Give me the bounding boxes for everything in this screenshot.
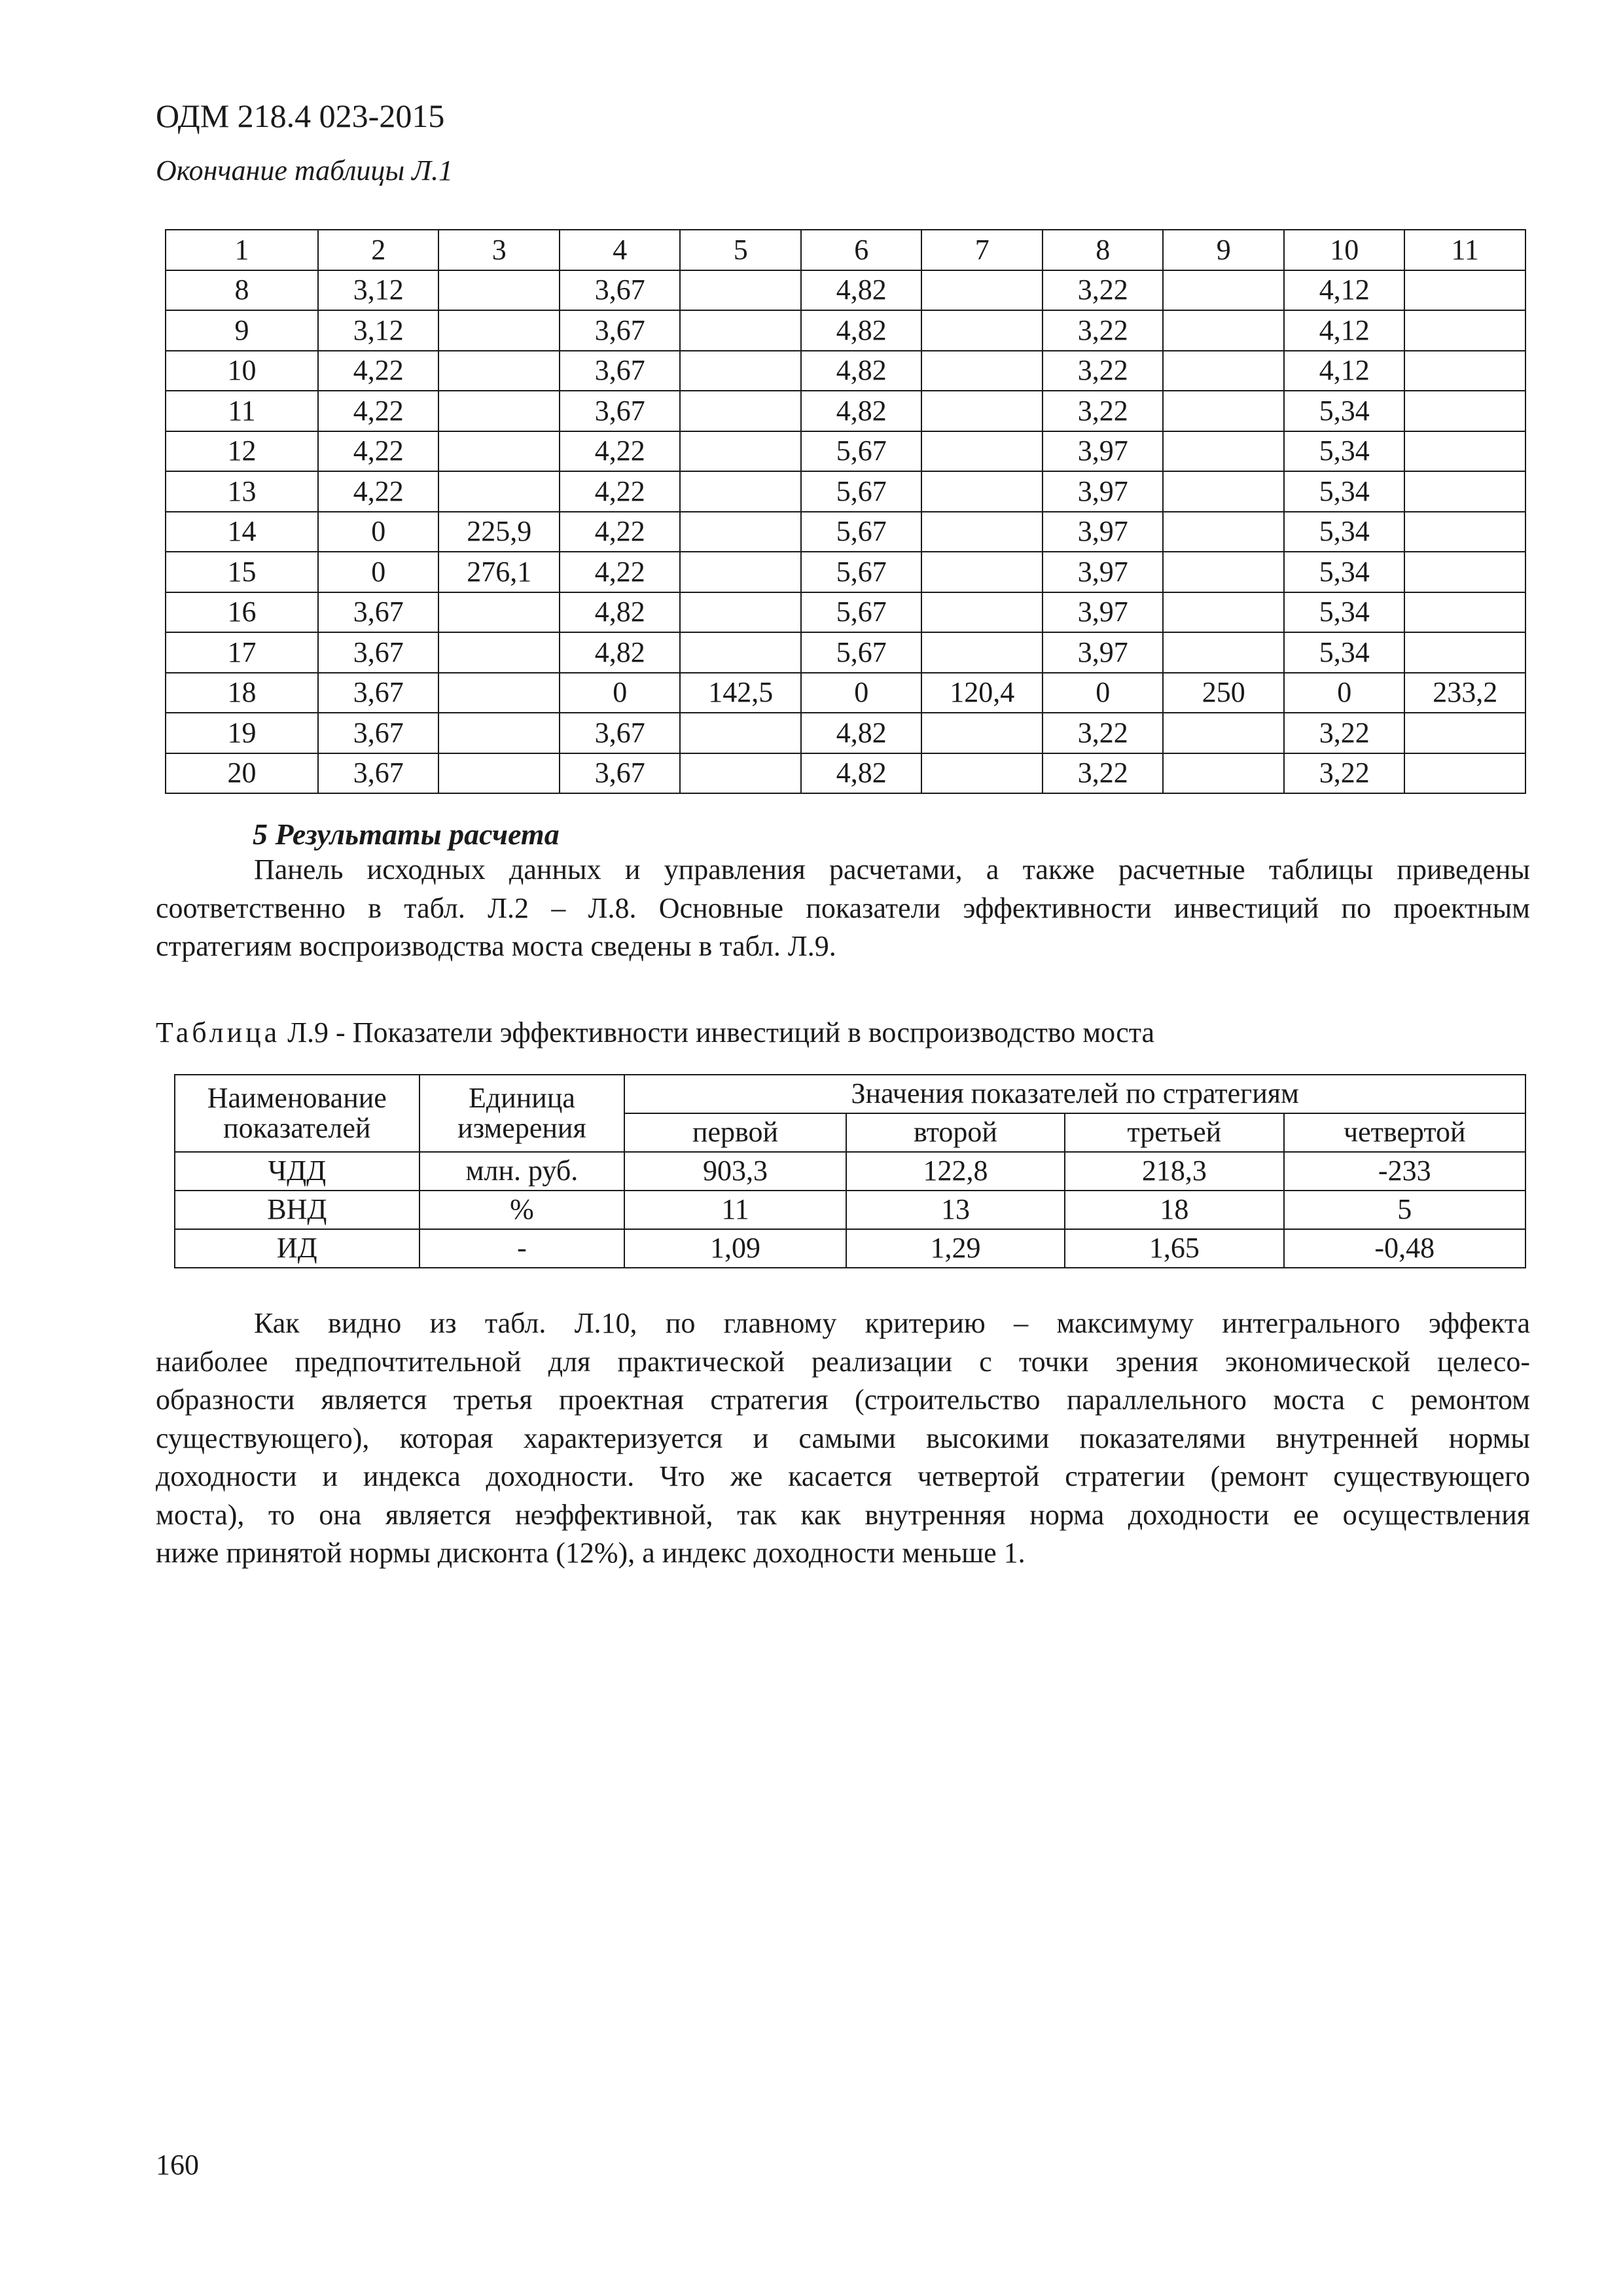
table-cell: 4,22 — [560, 552, 681, 592]
document-code: ОДМ 218.4 023-2015 — [156, 98, 445, 134]
table-cell: 3,22 — [1043, 391, 1164, 431]
table-cell: 3,22 — [1043, 753, 1164, 794]
table-cell: 4,22 — [560, 512, 681, 552]
table-cell — [921, 351, 1043, 391]
table-l1-header-cell: 2 — [318, 230, 439, 270]
table-cell — [1404, 713, 1525, 753]
table-cell: 3,97 — [1043, 592, 1164, 633]
paragraph-line: Как видно из табл. Л.10, по главному критерию – максимуму интегрального эффекта — [254, 1307, 1530, 1339]
table-cell: 3,67 — [560, 713, 681, 753]
table-cell: 5,67 — [801, 471, 922, 512]
table-cell — [1163, 471, 1284, 512]
table-cell: 3,67 — [560, 310, 681, 351]
table-cell — [680, 270, 801, 311]
table-cell: 3,12 — [318, 270, 439, 311]
table-cell — [438, 592, 560, 633]
table-cell: 4,22 — [318, 431, 439, 472]
table-cell — [1404, 351, 1525, 391]
table-cell: 3,97 — [1043, 471, 1164, 512]
table-cell: 0 — [1284, 673, 1405, 713]
table-cell — [1163, 310, 1284, 351]
table-row — [175, 1229, 1525, 1268]
table-cell — [438, 471, 560, 512]
table-cell — [680, 592, 801, 633]
table-cell: 233,2 — [1404, 673, 1525, 713]
table-cell: 5,67 — [801, 592, 922, 633]
table-cell — [680, 351, 801, 391]
section-heading: 5 Результаты расчета — [253, 817, 560, 851]
table-row — [175, 1152, 1525, 1191]
table-cell: 16 — [166, 592, 318, 633]
table-cell — [680, 713, 801, 753]
table-cell — [1163, 431, 1284, 472]
table-l9-caption-label: Таблица — [156, 1016, 281, 1049]
paragraph-line: наиболее предпочтительной для практической реализации с точки зрения экономической целесо- — [156, 1345, 1530, 1378]
table-cell: 4,22 — [318, 471, 439, 512]
table-cell: 3,97 — [1043, 552, 1164, 592]
table-cell: 276,1 — [438, 552, 560, 592]
table-cell: 4,82 — [801, 270, 922, 311]
table-cell — [680, 753, 801, 794]
table-cell — [438, 753, 560, 794]
table-cell: 18 — [166, 673, 318, 713]
table-cell — [438, 391, 560, 431]
indicator-unit-cell: - — [419, 1229, 625, 1268]
table-cell — [438, 270, 560, 311]
table-cell: 0 — [801, 673, 922, 713]
table-cell — [680, 471, 801, 512]
table-cell: 3,97 — [1043, 512, 1164, 552]
table-cell: 4,82 — [801, 391, 922, 431]
table-l1 — [165, 229, 1526, 794]
table-cell — [1163, 713, 1284, 753]
paragraph-line: моста), то она является неэффективной, так как внутренняя норма доходности ее осуществления — [156, 1498, 1530, 1531]
table-cell — [680, 310, 801, 351]
table-cell: 5,34 — [1284, 592, 1405, 633]
indicator-name-cell: ИД — [175, 1229, 419, 1268]
table-row — [166, 632, 1525, 673]
table-cell: 5,67 — [801, 512, 922, 552]
table-cell — [438, 310, 560, 351]
table-cell — [680, 431, 801, 472]
table-l1-header-cell: 10 — [1284, 230, 1405, 270]
table-cell — [1404, 391, 1525, 431]
table-cell — [1163, 351, 1284, 391]
paragraph-line: стратегиям воспроизводства моста сведены в табл. Л.9. — [156, 930, 836, 962]
table-cell — [1163, 270, 1284, 311]
table-row — [166, 592, 1525, 633]
table-cell: 3,67 — [318, 753, 439, 794]
table-cell: 3,67 — [318, 632, 439, 673]
conclusion-paragraph — [156, 1304, 1530, 1573]
table-cell: 0 — [318, 552, 439, 592]
header-cell-values-group: Значения показателей по стратегиям — [624, 1075, 1525, 1113]
paragraph-line: образности является третья проектная стратегия (строительство параллельного моста с ремонтом — [156, 1384, 1530, 1416]
table-cell — [1163, 552, 1284, 592]
table-cell: 4,12 — [1284, 270, 1405, 311]
table-row — [166, 351, 1525, 391]
table-l1-header-cell: 7 — [921, 230, 1043, 270]
table-cell — [921, 512, 1043, 552]
table-cell: 142,5 — [680, 673, 801, 713]
indicator-value-cell: 1,09 — [624, 1229, 846, 1268]
table-cell: 4,22 — [560, 431, 681, 472]
table-cell: 5,67 — [801, 552, 922, 592]
table-row — [166, 310, 1525, 351]
table-cell: 3,67 — [560, 351, 681, 391]
paragraph-line: существующего), которая характеризуется и самыми высокими показателями внутренней нормы — [156, 1422, 1530, 1454]
table-cell: 4,82 — [560, 592, 681, 633]
results-paragraph — [156, 851, 1530, 966]
indicator-value-cell: -233 — [1284, 1152, 1526, 1191]
table-cell — [921, 471, 1043, 512]
table-row — [166, 270, 1525, 311]
table-l9-caption-text: Л.9 - Показатели эффективности инвестиций в воспроизводство моста — [280, 1016, 1155, 1049]
table-cell: 5,34 — [1284, 632, 1405, 673]
indicator-value-cell: 1,65 — [1065, 1229, 1283, 1268]
table-row — [166, 391, 1525, 431]
table-l1-header-cell: 5 — [680, 230, 801, 270]
table-l1-header-cell: 11 — [1404, 230, 1525, 270]
table-cell — [438, 713, 560, 753]
table-l9-header-row — [175, 1075, 1525, 1113]
header-cell-strategy: третьей — [1065, 1113, 1283, 1152]
table-cell — [680, 552, 801, 592]
header-cell-strategy: четвертой — [1284, 1113, 1526, 1152]
table-cell: 0 — [560, 673, 681, 713]
table-cell — [1163, 512, 1284, 552]
table-row — [166, 471, 1525, 512]
table-cell: 4,12 — [1284, 351, 1405, 391]
table-l1-header-cell: 8 — [1043, 230, 1164, 270]
table-cell: 3,22 — [1043, 310, 1164, 351]
header-cell-unit: Единица измерения — [419, 1075, 625, 1152]
indicator-unit-cell: млн. руб. — [419, 1152, 625, 1191]
table-l1-header-cell: 1 — [166, 230, 318, 270]
header-cell-strategy: второй — [846, 1113, 1065, 1152]
table-cell: 4,82 — [560, 632, 681, 673]
table-cell — [1404, 632, 1525, 673]
table-l1-header-cell: 3 — [438, 230, 560, 270]
table-cell — [438, 632, 560, 673]
table-cell: 3,22 — [1284, 753, 1405, 794]
table-cell — [1404, 753, 1525, 794]
table-cell — [921, 431, 1043, 472]
paragraph-line: доходности и индекса доходности. Что же касается четвертой стратегии (ремонт существующего — [156, 1460, 1530, 1492]
table-cell: 120,4 — [921, 673, 1043, 713]
indicator-value-cell: 18 — [1065, 1191, 1283, 1229]
table-cell — [921, 270, 1043, 311]
table-cell: 250 — [1163, 673, 1284, 713]
paragraph-line: ниже принятой нормы дисконта (12%), а индекс доходности меньше 1. — [156, 1537, 1026, 1569]
table-cell: 4,22 — [560, 471, 681, 512]
header-cell-strategy: первой — [624, 1113, 846, 1152]
table-l9-caption — [156, 1016, 1154, 1049]
table-cell: 5,67 — [801, 632, 922, 673]
table-cell: 3,97 — [1043, 431, 1164, 472]
indicator-value-cell: 5 — [1284, 1191, 1526, 1229]
table-cell — [921, 713, 1043, 753]
table-cell: 4,22 — [318, 391, 439, 431]
table-continuation-caption: Окончание таблицы Л.1 — [156, 154, 453, 187]
indicator-value-cell: 218,3 — [1065, 1152, 1283, 1191]
table-cell — [921, 753, 1043, 794]
indicator-value-cell: 903,3 — [624, 1152, 846, 1191]
table-cell: 19 — [166, 713, 318, 753]
table-cell: 5,34 — [1284, 552, 1405, 592]
table-row — [166, 713, 1525, 753]
table-cell: 3,97 — [1043, 632, 1164, 673]
table-row — [166, 431, 1525, 472]
table-cell: 17 — [166, 632, 318, 673]
header-cell-name: Наименование показателей — [175, 1075, 419, 1152]
table-cell — [1404, 592, 1525, 633]
page-number: 160 — [156, 2149, 199, 2181]
table-cell — [921, 310, 1043, 351]
indicator-value-cell: 13 — [846, 1191, 1065, 1229]
table-cell: 4,82 — [801, 753, 922, 794]
table-cell — [438, 431, 560, 472]
table-l1-header-cell: 9 — [1163, 230, 1284, 270]
indicator-value-cell: 122,8 — [846, 1152, 1065, 1191]
table-l1-header-row — [166, 230, 1525, 270]
table-cell: 10 — [166, 351, 318, 391]
table-cell — [1404, 552, 1525, 592]
table-cell: 14 — [166, 512, 318, 552]
table-cell: 5,34 — [1284, 512, 1405, 552]
table-cell: 4,22 — [318, 351, 439, 391]
table-cell: 5,67 — [801, 431, 922, 472]
table-cell: 5,34 — [1284, 431, 1405, 472]
table-cell: 20 — [166, 753, 318, 794]
table-row — [166, 512, 1525, 552]
table-cell: 3,22 — [1284, 713, 1405, 753]
table-cell — [438, 673, 560, 713]
table-cell — [438, 351, 560, 391]
table-cell — [1404, 431, 1525, 472]
paragraph-line: соответственно в табл. Л.2 – Л.8. Основные показатели эффективности инвестиций по проектным — [156, 891, 1530, 924]
table-cell: 12 — [166, 431, 318, 472]
table-cell: 225,9 — [438, 512, 560, 552]
table-cell: 3,22 — [1043, 351, 1164, 391]
table-cell — [1163, 753, 1284, 794]
table-cell — [1163, 632, 1284, 673]
indicator-value-cell: -0,48 — [1284, 1229, 1526, 1268]
table-cell — [1404, 270, 1525, 311]
table-l1-header-cell: 6 — [801, 230, 922, 270]
table-row — [175, 1191, 1525, 1229]
table-cell — [921, 632, 1043, 673]
table-cell — [921, 552, 1043, 592]
table-l1-header-cell: 4 — [560, 230, 681, 270]
table-cell — [1404, 512, 1525, 552]
indicator-value-cell: 1,29 — [846, 1229, 1065, 1268]
table-row — [166, 673, 1525, 713]
table-cell: 4,12 — [1284, 310, 1405, 351]
table-cell: 13 — [166, 471, 318, 512]
table-cell — [680, 632, 801, 673]
table-cell: 8 — [166, 270, 318, 311]
table-cell — [1163, 391, 1284, 431]
table-cell: 3,67 — [560, 391, 681, 431]
table-cell — [1404, 471, 1525, 512]
table-row — [166, 753, 1525, 794]
table-cell — [1404, 310, 1525, 351]
table-cell — [680, 512, 801, 552]
table-cell: 3,67 — [560, 753, 681, 794]
table-cell: 5,34 — [1284, 471, 1405, 512]
indicator-unit-cell: % — [419, 1191, 625, 1229]
table-cell — [921, 592, 1043, 633]
table-cell: 5,34 — [1284, 391, 1405, 431]
indicator-name-cell: ЧДД — [175, 1152, 419, 1191]
table-cell: 3,67 — [318, 713, 439, 753]
table-cell: 9 — [166, 310, 318, 351]
table-cell: 3,67 — [560, 270, 681, 311]
table-cell: 3,22 — [1043, 270, 1164, 311]
table-cell: 11 — [166, 391, 318, 431]
table-cell: 4,82 — [801, 713, 922, 753]
table-cell: 3,67 — [318, 673, 439, 713]
table-cell: 0 — [318, 512, 439, 552]
table-cell: 4,82 — [801, 351, 922, 391]
table-cell: 3,22 — [1043, 713, 1164, 753]
table-cell — [680, 391, 801, 431]
table-cell — [921, 391, 1043, 431]
table-cell: 4,82 — [801, 310, 922, 351]
table-row — [166, 552, 1525, 592]
paragraph-line: Панель исходных данных и управления расчетами, а также расчетные таблицы приведены — [254, 853, 1530, 886]
indicator-name-cell: ВНД — [175, 1191, 419, 1229]
table-cell: 3,67 — [318, 592, 439, 633]
indicator-value-cell: 11 — [624, 1191, 846, 1229]
table-cell — [1163, 592, 1284, 633]
table-cell: 15 — [166, 552, 318, 592]
table-cell: 3,12 — [318, 310, 439, 351]
table-l9 — [174, 1074, 1526, 1268]
table-cell: 0 — [1043, 673, 1164, 713]
